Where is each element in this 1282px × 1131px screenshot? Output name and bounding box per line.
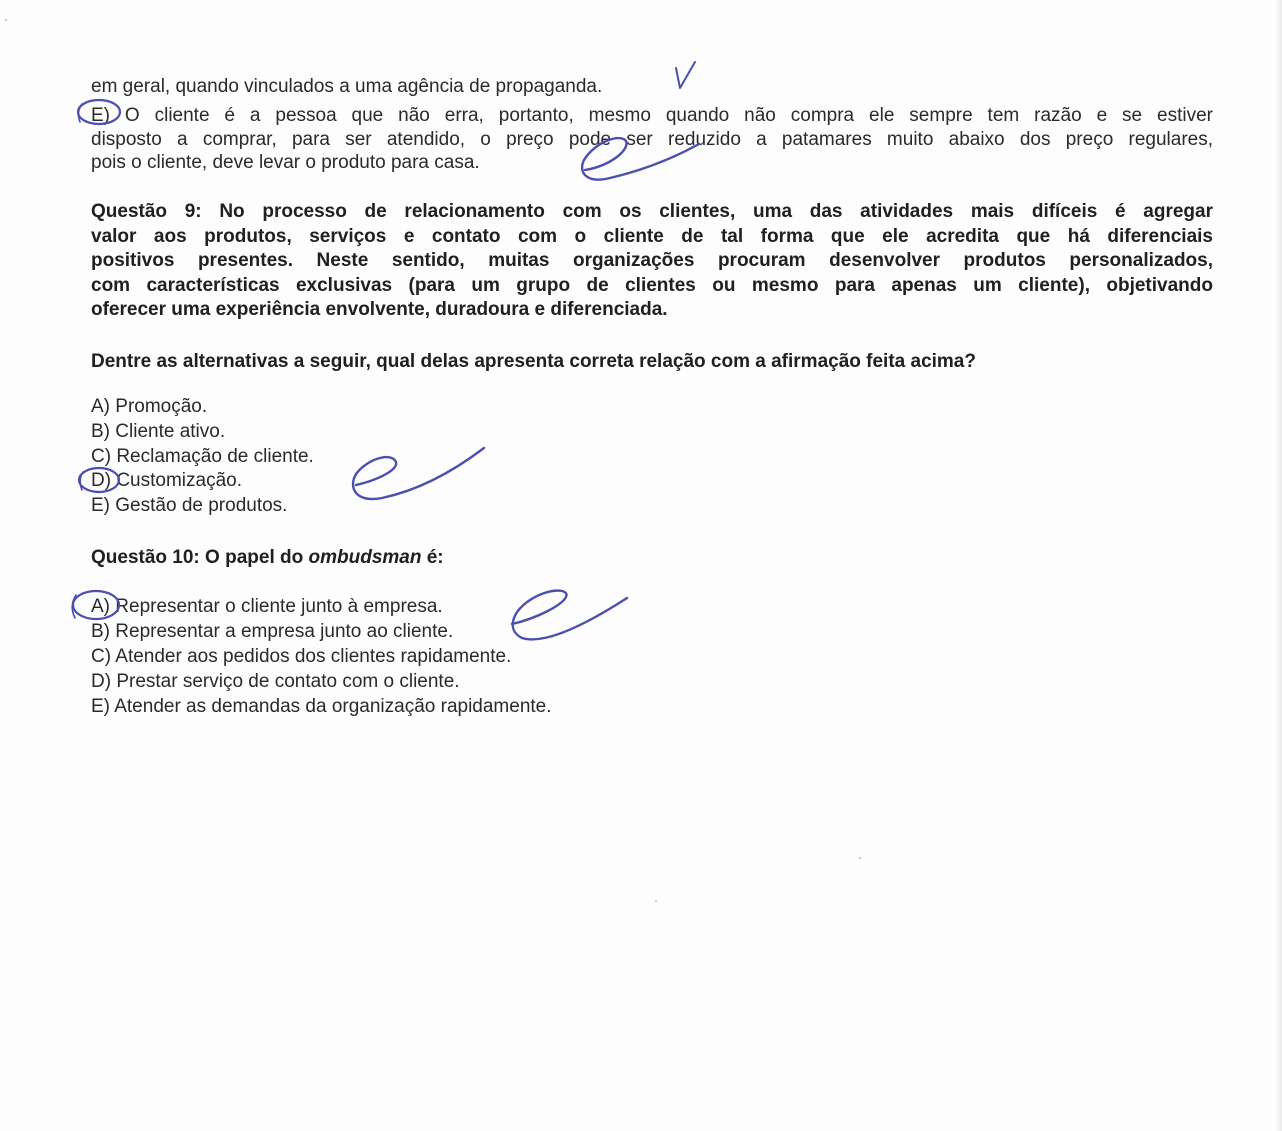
question-9-option-a: A) Promoção.: [91, 396, 208, 417]
question-10-title: [91, 546, 444, 569]
question-9-statement-line: com características exclusivas (para um grupo de clientes ou mesmo para apenas um cliente), objetivando: [91, 274, 1213, 296]
question-9-option-e: E) Gestão de produtos.: [91, 495, 288, 516]
previous-option-e-line-3: pois o cliente, deve levar o produto para casa.: [91, 152, 480, 173]
check-mark-icon: [676, 62, 695, 88]
handwritten-e-question-9: [353, 448, 484, 499]
question-9-statement-line: positivos presentes. Neste sentido, muitas organizações procuram desenvolver produtos personalizados,: [91, 250, 1213, 271]
question-9-option-c: C) Reclamação de cliente.: [91, 446, 314, 467]
handwritten-e-question-10: [512, 591, 627, 640]
question-10-title-prefix: Questão 10: O papel do: [91, 547, 309, 568]
question-9-option-b: B) Cliente ativo.: [91, 421, 226, 442]
previous-option-e-line-1: E) O cliente é a pessoa que não erra, portanto, mesmo quando não compra ele sempre tem razão e se estiver: [91, 105, 1213, 126]
question-10-option-c: C) Atender aos pedidos dos clientes rapidamente.: [91, 646, 512, 667]
answer-circle-question-10-a-tail: [72, 595, 76, 618]
answer-circle-question-9-d-tail: [80, 472, 83, 490]
question-9-statement-line: valor aos produtos, serviços e contato com o cliente de tal forma que ele acredita que há diferenciais: [91, 225, 1213, 247]
question-9-prompt: Dentre as alternativas a seguir, qual delas apresenta correta relação com a afirmação feita acima?: [91, 351, 976, 372]
question-10-option-b: B) Representar a empresa junto ao cliente.: [91, 621, 454, 642]
scan-speck: [655, 900, 657, 902]
previous-option-e-line-2: disposto a comprar, para ser atendido, o preço pode ser reduzido a patamares muito abaixo dos preço regulares,: [91, 129, 1213, 150]
question-9-statement: [91, 200, 1213, 323]
answer-circle-previous-e-tail: [78, 104, 82, 122]
question-10-title-suffix: é:: [421, 547, 444, 568]
question-10-option-a: A) Representar o cliente junto à empresa.: [91, 596, 443, 617]
previous-question-continued-line: em geral, quando vinculados a uma agência de propaganda.: [91, 76, 603, 97]
question-9-statement-line: Questão 9: No processo de relacionamento com os clientes, uma das atividades mais difíceis é agregar: [91, 201, 1213, 222]
scan-edge-shadow: [1274, 0, 1282, 1131]
scan-speck: [859, 857, 861, 859]
scan-speck: [5, 19, 7, 21]
question-10-option-d: D) Prestar serviço de contato com o cliente.: [91, 671, 460, 692]
question-10-title-emphasis: ombudsman: [308, 547, 422, 568]
question-9-statement-line: oferecer uma experiência envolvente, duradoura e diferenciada.: [91, 299, 668, 320]
question-9-option-d: D) Customização.: [91, 470, 242, 491]
question-10-option-e: E) Atender as demandas da organização rapidamente.: [91, 696, 552, 717]
